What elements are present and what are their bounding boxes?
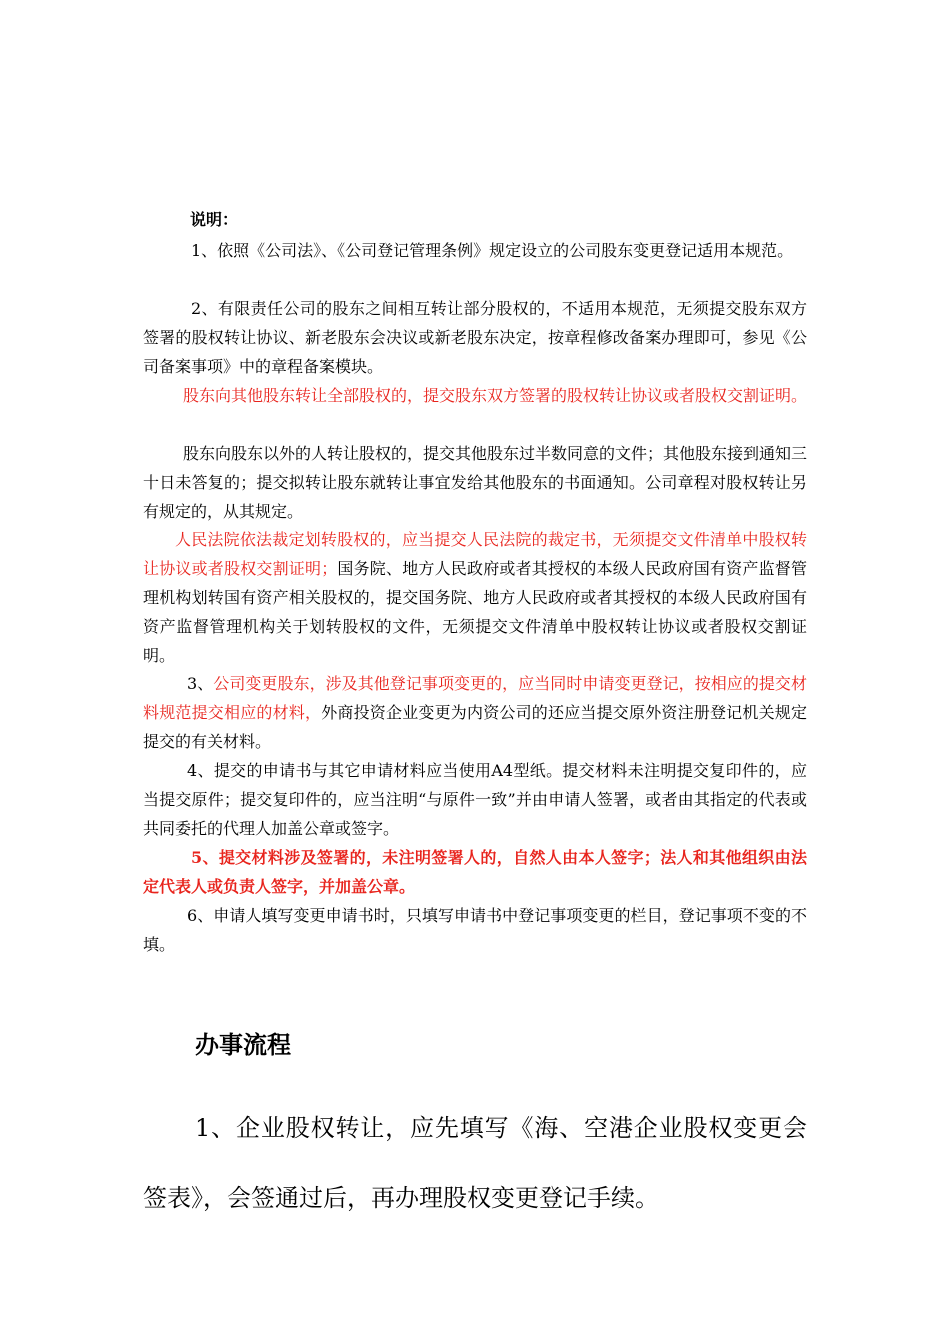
note-paragraph-6-number: 3、 [187, 674, 214, 693]
process-title: 办事流程 [195, 1030, 291, 1059]
note-paragraph-6 [143, 669, 807, 756]
process-item-1: 1、企业股权转让，应先填写《海、空港企业股权变更会签表》，会签通过后，再办理股权变更登记手续。 [143, 1114, 807, 1212]
note-paragraph-5-red: 人民法院依法裁定划转股权的，应当提交人民法院的裁定书，无须提交文件清单中股权转让协议或者股权交割证明； [143, 530, 807, 578]
note-paragraph-5-rest: 国务院、地方人民政府或者其授权的本级人民政府国有资产监督管理机构划转国有资产相关股权的，提交国务院、地方人民政府或者其授权的本级人民政府国有资产监督管理机构关于划转股权的文件，无须提交文件清单中股权转让协议或者股权交割证明。 [143, 559, 807, 665]
note-paragraph-7: 4、提交的申请书与其它申请材料应当使用A4型纸。提交材料未注明提交复印件的，应当提交原件；提交复印件的，应当注明“与原件一致”并由申请人签署，或者由其指定的代表或共同委托的代理人加盖公章或签字。 [143, 761, 807, 838]
note-paragraph-2: 2、有限责任公司的股东之间相互转让部分股权的，不适用本规范，无须提交股东双方签署的股权转让协议、新老股东会决议或新老股东决定，按章程修改备案办理即可，参见《公司备案事项》中的章程备案模块。 [143, 299, 807, 376]
note-paragraph-6-red: 公司变更股东，涉及其他登记事项变更的，应当同时申请变更登记，按相应的提交材料规范提交相应的材料， [143, 674, 807, 722]
note-paragraph-4: 股东向股东以外的人转让股权的，提交其他股东过半数同意的文件；其他股东接到通知三十日未答复的；提交拟转让股东就转让事宜发给其他股东的书面通知。公司章程对股权转让另有规定的，从其规定。 [143, 444, 808, 521]
notes-heading: 说明： [190, 210, 239, 229]
note-paragraph-6-rest: 外商投资企业变更为内资公司的还应当提交原外资注册登记机关规定提交的有关材料。 [143, 703, 807, 751]
note-paragraph-9: 6、申请人填写变更申请书时，只填写申请书中登记事项变更的栏目，登记事项不变的不填。 [143, 906, 807, 954]
note-paragraph-1: 1、依照《公司法》、《公司登记管理条例》规定设立的公司股东变更登记适用本规范。 [191, 241, 794, 260]
note-paragraph-5 [143, 525, 807, 670]
note-paragraph-8: 5、提交材料涉及签署的，未注明签署人的，自然人由本人签字；法人和其他组织由法定代表人或负责人签字，并加盖公章。 [143, 848, 807, 896]
note-paragraph-3: 股东向其他股东转让全部股权的，提交股东双方签署的股权转让协议或者股权交割证明。 [183, 386, 808, 405]
